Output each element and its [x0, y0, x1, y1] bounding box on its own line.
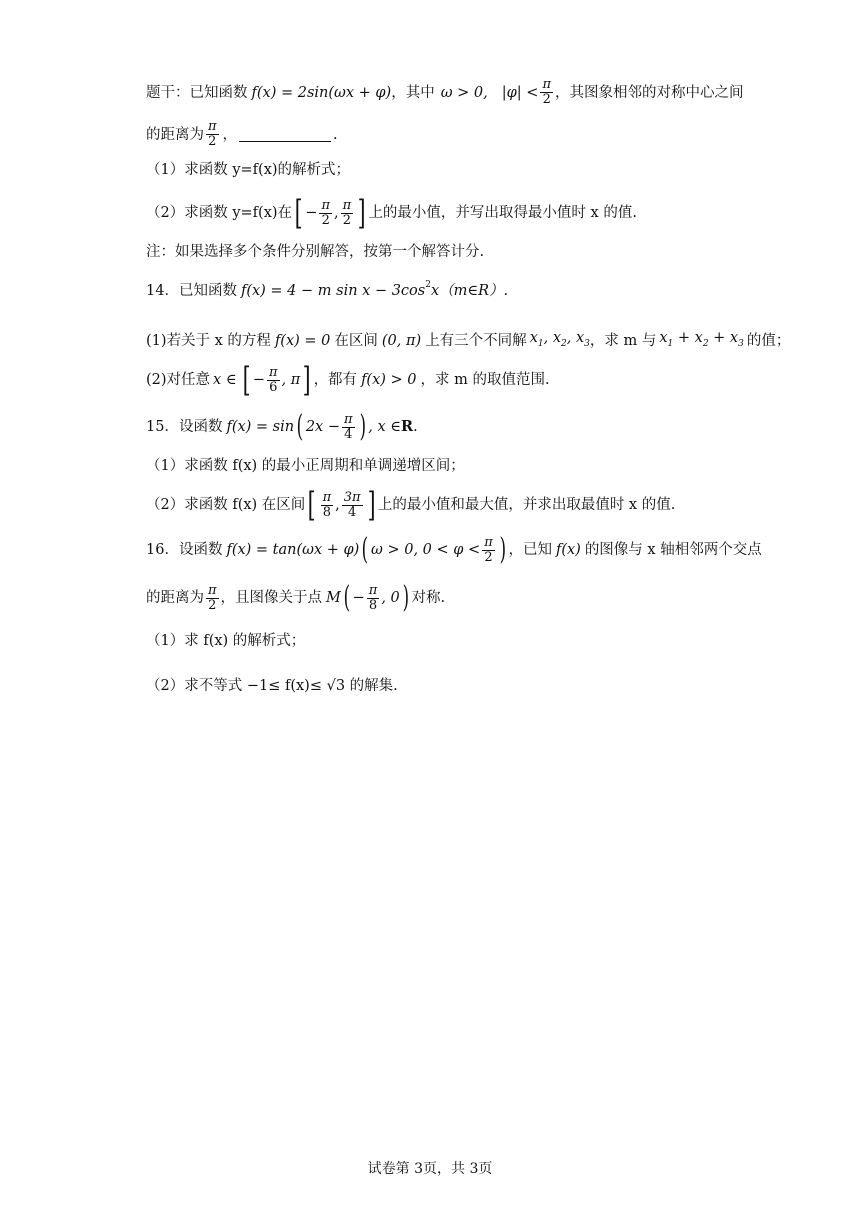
q16-pi-over-2: $\frac{\pi}{2}$ [484, 534, 493, 565]
note: 注：如果选择多个条件分别解答，按第一个解答计分. [146, 244, 485, 260]
stem-line2-a: 的距离为 [146, 126, 204, 143]
question-16-part-1: （1）求 f(x) 的解析式； [146, 633, 306, 649]
stem-q2-a: （2）求函数 y=f(x)在 [146, 205, 293, 221]
stem-question-1: （1）求函数 y=f(x)的解析式； [146, 162, 351, 178]
stem-phi-cond: |φ| < [501, 84, 539, 101]
q15-lower-bound: $\frac{\pi}{8}$ [322, 489, 332, 520]
stem-cond-a: ，其中 [391, 84, 435, 101]
page-footer: 试卷第 3页，共 3页 [367, 1161, 493, 1177]
question-14-part-2: (2)对任意 x ∈ [ − $\frac{\pi}{6}$ , π ] ，都有 f(x) > 0 ，求 m 的取值范围. [146, 360, 550, 400]
question-16-header: 16．设函数 f(x) = tan(ωx + φ) ( ω > 0, 0 < φ < $\frac{\pi}{2}$ ) ，已知 f(x) 的图像与 x 轴相邻两个交点 [146, 532, 762, 567]
stem-q2-upper-bound: $\frac{\pi}{2}$ [342, 197, 352, 228]
question-15-part-2: （2）求函数 f(x) 在区间 [ $\frac{\pi}{8}$ , $\frac{3\pi}{4}$ ] 上的最小值和最大值，并求出取最值时 x 的值. [146, 485, 676, 525]
stem-tail: ，其图象相邻的对称中心之间 [554, 84, 744, 101]
stem-prefix: 题干：已知函数 [146, 84, 248, 101]
question-16-part-2: （2）求不等式 −1≤ f(x)≤ √3 的解集. [146, 678, 398, 694]
q15-pi-over-4: $\frac{\pi}{4}$ [344, 411, 353, 442]
stem-distance-fraction: $\frac{\pi}{2}$ [208, 119, 217, 149]
stem-pi-over-2: $\frac{\pi}{2}$ [542, 77, 551, 107]
question-14-header: 14．已知函数 f(x) = 4 − m sin x − 3cos $^2$ x（m∈R）. [146, 280, 509, 299]
q16-point-x: $\frac{\pi}{8}$ [368, 582, 378, 613]
q14-function: f(x) = 4 − m sin x − 3cos [240, 283, 426, 299]
stem-function: f(x) = 2sin(ωx + φ) [251, 84, 392, 101]
stem-q2-lower-bound: $\frac{\pi}{2}$ [321, 197, 331, 228]
q14-lower-bound: $\frac{\pi}{6}$ [269, 364, 278, 395]
stem-line2-tail: . [333, 126, 338, 143]
stem-q2-b: 上的最小值，并写出取得最小值时 x 的值. [368, 205, 637, 221]
stem-omega-cond: ω > 0, [440, 84, 488, 101]
q16-distance-fraction: $\frac{\pi}{2}$ [208, 582, 217, 613]
question-15-part-1: （1）求函数 f(x) 的最小正周期和单调递增区间； [146, 458, 465, 474]
stem-line-2: 的距离为 $\frac{\pi}{2}$ ， . [146, 119, 338, 149]
q15-upper-bound: $\frac{3\pi}{4}$ [343, 489, 361, 520]
question-15-header: 15．设函数 f(x) = sin ( 2x − $\frac{\pi}{4}$ ) , x ∈ R . [146, 409, 418, 444]
stem-line-1 [146, 78, 743, 107]
answer-blank[interactable] [239, 127, 331, 142]
question-14-part-1: (1)若关于 x 的方程 f(x) = 0 在区间 (0, π) 上有三个不同解 $x_1$, $x_2$, $x_3$ ，求 m 与 $x_1 + x_2 + x_3$ 的值； [146, 330, 791, 349]
stem-question-2: （2）求函数 y=f(x)在 [ − $\frac{\pi}{2}$ , $\frac{\pi}{2}$ ] 上的最小值，并写出取得最小值时 x 的值. [146, 193, 637, 233]
question-16-line-2: 的距离为 $\frac{\pi}{2}$ ，且图像关于点 M ( − $\frac{\pi}{8}$ , 0 ) 对称. [146, 580, 446, 615]
